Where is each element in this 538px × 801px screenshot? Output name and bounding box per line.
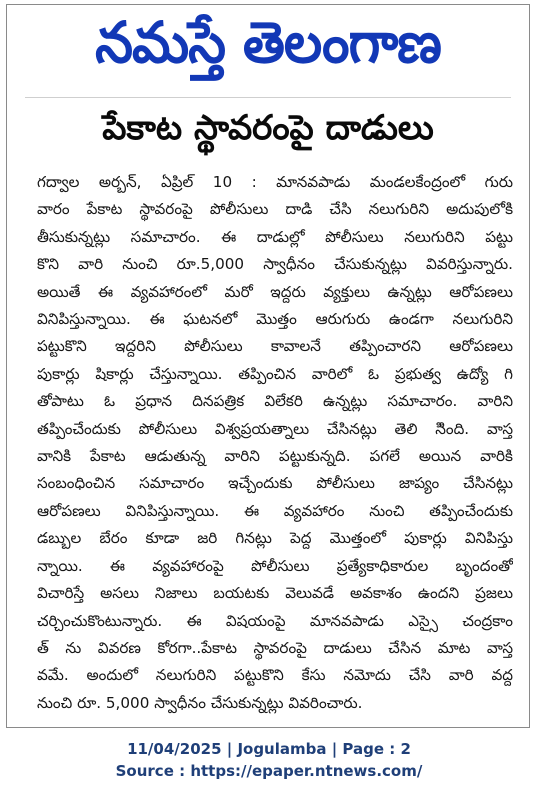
article-body-line: పుకార్లు షికార్లు చేస్తున్నాయి. తప్పించిన వారిలో ఓ ప్రభుత్వ ఉద్యో గి	[37, 364, 513, 383]
article-body-line: పట్టుకొని ఇద్దరిని పోలీసులు కావాలనే తప్పించారని ఆరోపణలు	[37, 337, 513, 356]
article-headline: పేకాట స్థావరంపై దాడులు	[102, 108, 434, 148]
article-body-line: విచారిస్తే అసలు నిజాలు బయటకు వెలువడే అవకాశం ఉందని ప్రజలు	[37, 584, 513, 603]
article-body-line: అయితే ఈ వ్యవహారంలో మరో ఇద్దరు వ్యక్తులు ఉన్నట్లు ఆరోపణలు	[37, 282, 513, 301]
article-body-line: తప్పించేందుకు పోలీసులు విశ్వప్రయత్నాలు చేసినట్లు తెలి సిింది. వాస్త	[37, 419, 513, 438]
source-footer	[0, 738, 538, 782]
article-body-line: వానికి పేకాట ఆడుతున్న వారిని పట్టుకున్నది. పగలే అయిన వారికి	[37, 447, 513, 466]
article-body-line: సంబంధించిన సమాచారం ఇచ్చేందుకు పోలీసులు జాప్యం చేసినట్లు	[37, 474, 513, 493]
article-body-line: ఆరోపణలు వినిపిస్తున్నాయి. ఈ వ్యవహారం నుంచి తప్పించేందుకు	[37, 501, 513, 520]
footer-date-edition-page: 11/04/2025 | Jogulamba | Page : 2	[127, 740, 411, 758]
article-body-line: వమే. అందులో నలుగురిని పట్టుకొని కేసు నమోదు చేసి వారి వద్ద	[37, 666, 513, 685]
newspaper-masthead: నమస్తే తెలంగాణ	[95, 9, 441, 76]
article-body-line: డబ్బుల బేరం కూడా జరి గినట్లు పెద్ద మొత్తంలో పుకార్లు వినిపిస్తు	[37, 529, 513, 548]
article-body-line: నుంచి రూ. 5,000 స్వాధీనం చేసుకున్నట్లు వివరించారు.	[37, 693, 363, 712]
article-body-line: గద్వాల అర్బన్, ఏప్రిల్ 10 : మానవపాడు మండలకేంద్రంలో గురు	[37, 173, 513, 191]
article-body-line: త్ ను వివరణ కోరగా..పేకాట స్థావరంపై దాడులు చేసిన మాట వాస్త	[37, 638, 513, 657]
masthead-divider	[25, 97, 511, 98]
article-body-line: న్నాయి. ఈ వ్యవహారంపై పోలీసులు ప్రత్యేకాధికారుల బృందంతో	[37, 556, 513, 575]
article-body	[37, 169, 513, 717]
article-body-line: తీసుకున్నట్లు సమాచారం. ఈ దాడుల్లో పోలీసులు నలుగురిని పట్టు	[37, 227, 513, 246]
article-body-line: వినిపిస్తున్నాయి. ఈ ఘటనలో మొత్తం ఆరుగురు ఉండగా నలుగురిని	[37, 310, 513, 329]
article-body-line: కొని వారి నుంచి రూ.5,000 స్వాధీనం చేసుకున్నట్లు వివరిస్తున్నారు.	[37, 255, 513, 274]
article-body-line: వారం పేకాట స్థావరంపై పోలీసులు దాడి చేసి నలుగురిని అదుపులోకి	[37, 200, 513, 219]
article-body-line: తోపాటు ఓ ప్రధాన దినపత్రిక విలేకరి ఉన్నట్లు సమాచారం. వారిని	[37, 392, 513, 411]
clipping-frame	[6, 4, 530, 728]
footer-source-link[interactable]: Source : https://epaper.ntnews.com/	[115, 762, 423, 780]
article-body-line: చర్చించుకొంటున్నారు. ఈ విషయంపై మానవపాడు ఎస్సై చంద్రకాం	[37, 611, 513, 630]
